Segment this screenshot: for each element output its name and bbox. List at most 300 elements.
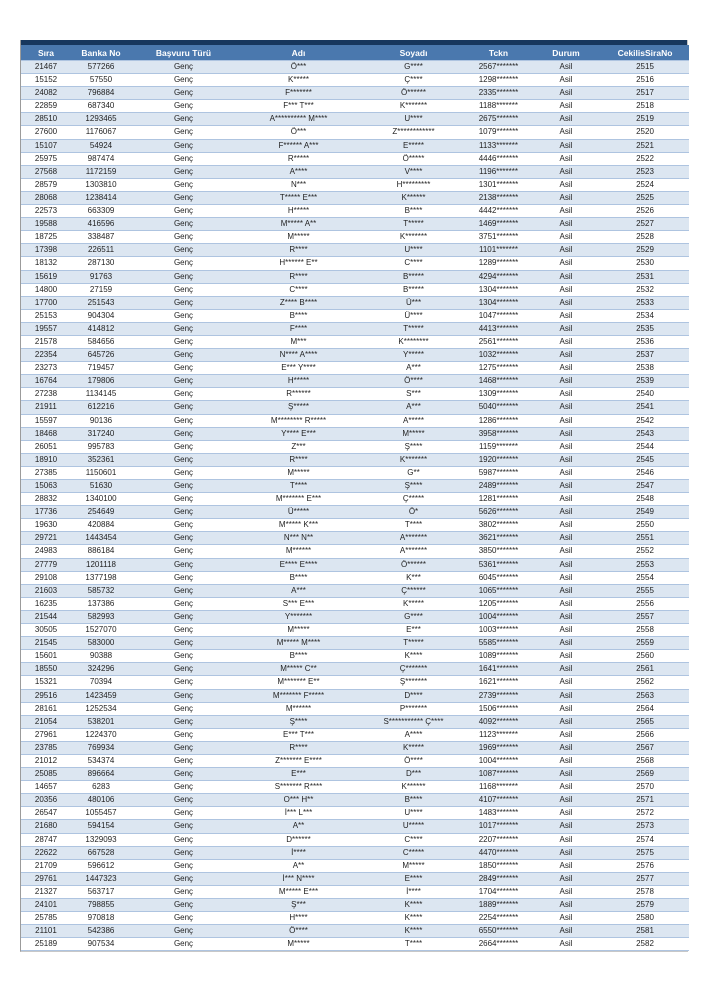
cell-durum: Asil xyxy=(531,925,601,938)
cell-basvuru: Genç xyxy=(131,938,236,951)
cell-sira: 23785 xyxy=(21,741,71,754)
cell-bankano: 1055457 xyxy=(71,807,131,820)
cell-cekilis: 2559 xyxy=(601,637,689,650)
cell-tckn: 3621******* xyxy=(466,532,531,545)
cell-sira: 15321 xyxy=(21,676,71,689)
cell-adi: A**** xyxy=(236,165,361,178)
cell-basvuru: Genç xyxy=(131,859,236,872)
cell-cekilis: 2517 xyxy=(601,87,689,100)
cell-sira: 27779 xyxy=(21,558,71,571)
cell-cekilis: 2518 xyxy=(601,100,689,113)
cell-cekilis: 2541 xyxy=(601,401,689,414)
cell-tckn: 5040******* xyxy=(466,401,531,414)
cell-cekilis: 2538 xyxy=(601,362,689,375)
cell-basvuru: Genç xyxy=(131,519,236,532)
cell-adi: A********** M**** xyxy=(236,113,361,126)
table-row xyxy=(21,427,689,440)
cell-bankano: 1443454 xyxy=(71,532,131,545)
cell-durum: Asil xyxy=(531,100,601,113)
cell-basvuru: Genç xyxy=(131,571,236,584)
cell-basvuru: Genç xyxy=(131,388,236,401)
cell-soyadi: E***** xyxy=(361,139,466,152)
cell-basvuru: Genç xyxy=(131,833,236,846)
cell-soyadi: U**** xyxy=(361,113,466,126)
table-row xyxy=(21,493,689,506)
cell-sira: 21578 xyxy=(21,335,71,348)
cell-cekilis: 2521 xyxy=(601,139,689,152)
cell-sira: 21467 xyxy=(21,61,71,74)
cell-bankano: 1329093 xyxy=(71,833,131,846)
cell-sira: 15619 xyxy=(21,270,71,283)
cell-durum: Asil xyxy=(531,532,601,545)
cell-tckn: 1133******* xyxy=(466,139,531,152)
cell-sira: 21101 xyxy=(21,925,71,938)
cell-durum: Asil xyxy=(531,728,601,741)
cell-bankano: 179806 xyxy=(71,375,131,388)
table-row xyxy=(21,519,689,532)
cell-bankano: 907534 xyxy=(71,938,131,951)
cell-soyadi: Ş**** xyxy=(361,440,466,453)
cell-basvuru: Genç xyxy=(131,532,236,545)
cell-cekilis: 2516 xyxy=(601,74,689,87)
cell-sira: 17398 xyxy=(21,244,71,257)
cell-cekilis: 2577 xyxy=(601,872,689,885)
cell-adi: K***** xyxy=(236,74,361,87)
cell-bankano: 1303810 xyxy=(71,178,131,191)
cell-soyadi: Ü**** xyxy=(361,309,466,322)
cell-tckn: 1004******* xyxy=(466,754,531,767)
cell-cekilis: 2562 xyxy=(601,676,689,689)
cell-bankano: 583000 xyxy=(71,637,131,650)
cell-sira: 15107 xyxy=(21,139,71,152)
cell-durum: Asil xyxy=(531,794,601,807)
cell-durum: Asil xyxy=(531,205,601,218)
cell-basvuru: Genç xyxy=(131,205,236,218)
cell-tckn: 4413******* xyxy=(466,322,531,335)
table-row xyxy=(21,270,689,283)
cell-tckn: 2849******* xyxy=(466,872,531,885)
cell-sira: 29516 xyxy=(21,689,71,702)
cell-sira: 27961 xyxy=(21,728,71,741)
cell-cekilis: 2524 xyxy=(601,178,689,191)
cell-tckn: 5361******* xyxy=(466,558,531,571)
cell-basvuru: Genç xyxy=(131,624,236,637)
cell-soyadi: U**** xyxy=(361,807,466,820)
cell-tckn: 4470******* xyxy=(466,846,531,859)
cell-tckn: 1304******* xyxy=(466,296,531,309)
cell-adi: R***** xyxy=(236,152,361,165)
cell-soyadi: İ**** xyxy=(361,885,466,898)
cell-bankano: 90388 xyxy=(71,650,131,663)
cell-adi: M***** M**** xyxy=(236,637,361,650)
cell-basvuru: Genç xyxy=(131,689,236,702)
cell-bankano: 769934 xyxy=(71,741,131,754)
cell-tckn: 4442******* xyxy=(466,205,531,218)
cell-bankano: 1423459 xyxy=(71,689,131,702)
cell-durum: Asil xyxy=(531,244,601,257)
table-row xyxy=(21,794,689,807)
cell-basvuru: Genç xyxy=(131,702,236,715)
cell-bankano: 324296 xyxy=(71,663,131,676)
cell-tckn: 1003******* xyxy=(466,624,531,637)
cell-bankano: 1176067 xyxy=(71,126,131,139)
cell-basvuru: Genç xyxy=(131,754,236,767)
cell-adi: R**** xyxy=(236,244,361,257)
cell-basvuru: Genç xyxy=(131,113,236,126)
cell-sira: 21544 xyxy=(21,610,71,623)
cell-durum: Asil xyxy=(531,637,601,650)
table-row xyxy=(21,244,689,257)
cell-adi: H****** E** xyxy=(236,257,361,270)
cell-sira: 24983 xyxy=(21,545,71,558)
cell-soyadi: A******* xyxy=(361,532,466,545)
cell-adi: M***** E*** xyxy=(236,885,361,898)
cell-soyadi: Ç**** xyxy=(361,74,466,87)
cell-durum: Asil xyxy=(531,414,601,427)
cell-soyadi: D*** xyxy=(361,768,466,781)
table-row xyxy=(21,362,689,375)
cell-durum: Asil xyxy=(531,87,601,100)
cell-cekilis: 2523 xyxy=(601,165,689,178)
cell-soyadi: E*** xyxy=(361,624,466,637)
table-row xyxy=(21,584,689,597)
cell-adi: Y**** E*** xyxy=(236,427,361,440)
cell-durum: Asil xyxy=(531,768,601,781)
cell-tckn: 2489******* xyxy=(466,480,531,493)
cell-tckn: 1047******* xyxy=(466,309,531,322)
cell-durum: Asil xyxy=(531,519,601,532)
cell-sira: 21680 xyxy=(21,820,71,833)
cell-soyadi: Ç******* xyxy=(361,663,466,676)
cell-bankano: 226511 xyxy=(71,244,131,257)
cell-tckn: 1281******* xyxy=(466,493,531,506)
cell-durum: Asil xyxy=(531,126,601,139)
cell-basvuru: Genç xyxy=(131,545,236,558)
cell-adi: R**** xyxy=(236,741,361,754)
table-row xyxy=(21,637,689,650)
cell-adi: İ**** xyxy=(236,846,361,859)
table-row xyxy=(21,702,689,715)
cell-basvuru: Genç xyxy=(131,741,236,754)
cell-bankano: 970818 xyxy=(71,912,131,925)
cell-bankano: 987474 xyxy=(71,152,131,165)
cell-cekilis: 2568 xyxy=(601,754,689,767)
cell-tckn: 1704******* xyxy=(466,885,531,898)
table-row xyxy=(21,191,689,204)
cell-soyadi: A**** xyxy=(361,728,466,741)
cell-bankano: 1340100 xyxy=(71,493,131,506)
cell-sira: 14800 xyxy=(21,283,71,296)
cell-adi: F******* xyxy=(236,87,361,100)
cell-soyadi: S*********** Ç**** xyxy=(361,715,466,728)
cell-adi: M***** xyxy=(236,624,361,637)
cell-basvuru: Genç xyxy=(131,912,236,925)
column-header-cekilis: CekilisSiraNo xyxy=(601,45,689,61)
cell-basvuru: Genç xyxy=(131,440,236,453)
cell-durum: Asil xyxy=(531,231,601,244)
cell-sira: 29721 xyxy=(21,532,71,545)
table-row xyxy=(21,480,689,493)
cell-durum: Asil xyxy=(531,571,601,584)
cell-basvuru: Genç xyxy=(131,820,236,833)
cell-cekilis: 2547 xyxy=(601,480,689,493)
cell-tckn: 1032******* xyxy=(466,349,531,362)
cell-durum: Asil xyxy=(531,440,601,453)
table-row xyxy=(21,165,689,178)
cell-cekilis: 2526 xyxy=(601,205,689,218)
cell-cekilis: 2560 xyxy=(601,650,689,663)
cell-durum: Asil xyxy=(531,899,601,912)
cell-basvuru: Genç xyxy=(131,126,236,139)
cell-bankano: 1224370 xyxy=(71,728,131,741)
table-row xyxy=(21,466,689,479)
cell-soyadi: E**** xyxy=(361,872,466,885)
cell-durum: Asil xyxy=(531,663,601,676)
cell-cekilis: 2572 xyxy=(601,807,689,820)
table-row xyxy=(21,309,689,322)
table-row xyxy=(21,375,689,388)
cell-bankano: 254649 xyxy=(71,506,131,519)
cell-soyadi: Z************ xyxy=(361,126,466,139)
cell-durum: Asil xyxy=(531,139,601,152)
cell-cekilis: 2555 xyxy=(601,584,689,597)
column-header-durum: Durum xyxy=(531,45,601,61)
cell-tckn: 2335******* xyxy=(466,87,531,100)
cell-bankano: 1201118 xyxy=(71,558,131,571)
cell-durum: Asil xyxy=(531,584,601,597)
table-row xyxy=(21,113,689,126)
cell-durum: Asil xyxy=(531,807,601,820)
cell-cekilis: 2528 xyxy=(601,231,689,244)
cell-soyadi: Ş******* xyxy=(361,676,466,689)
cell-bankano: 594154 xyxy=(71,820,131,833)
cell-cekilis: 2532 xyxy=(601,283,689,296)
cell-basvuru: Genç xyxy=(131,414,236,427)
cell-bankano: 317240 xyxy=(71,427,131,440)
cell-tckn: 2675******* xyxy=(466,113,531,126)
cell-adi: N*** N** xyxy=(236,532,361,545)
cell-cekilis: 2537 xyxy=(601,349,689,362)
cell-cekilis: 2554 xyxy=(601,571,689,584)
cell-adi: B**** xyxy=(236,650,361,663)
cell-tckn: 2561******* xyxy=(466,335,531,348)
cell-adi: Ş**** xyxy=(236,715,361,728)
cell-tckn: 1641******* xyxy=(466,663,531,676)
cell-bankano: 414812 xyxy=(71,322,131,335)
cell-durum: Asil xyxy=(531,165,601,178)
cell-bankano: 251543 xyxy=(71,296,131,309)
cell-tckn: 6045******* xyxy=(466,571,531,584)
table-body xyxy=(21,61,689,951)
cell-adi: H***** xyxy=(236,205,361,218)
cell-soyadi: K**** xyxy=(361,650,466,663)
cell-bankano: 796884 xyxy=(71,87,131,100)
cell-basvuru: Genç xyxy=(131,728,236,741)
cell-adi: Ö*** xyxy=(236,61,361,74)
cell-cekilis: 2529 xyxy=(601,244,689,257)
cell-tckn: 1920******* xyxy=(466,453,531,466)
table-row xyxy=(21,650,689,663)
cell-tckn: 1506******* xyxy=(466,702,531,715)
cell-cekilis: 2534 xyxy=(601,309,689,322)
cell-sira: 25975 xyxy=(21,152,71,165)
cell-sira: 26547 xyxy=(21,807,71,820)
table-row xyxy=(21,205,689,218)
cell-cekilis: 2530 xyxy=(601,257,689,270)
cell-bankano: 663309 xyxy=(71,205,131,218)
cell-soyadi: Ö* xyxy=(361,506,466,519)
table-row xyxy=(21,781,689,794)
cell-cekilis: 2569 xyxy=(601,768,689,781)
table-row xyxy=(21,925,689,938)
cell-bankano: 57550 xyxy=(71,74,131,87)
table-row xyxy=(21,87,689,100)
cell-cekilis: 2581 xyxy=(601,925,689,938)
cell-cekilis: 2539 xyxy=(601,375,689,388)
cell-bankano: 1238414 xyxy=(71,191,131,204)
cell-sira: 15601 xyxy=(21,650,71,663)
table-row xyxy=(21,440,689,453)
cell-durum: Asil xyxy=(531,191,601,204)
table-row xyxy=(21,414,689,427)
cell-basvuru: Genç xyxy=(131,768,236,781)
cell-bankano: 6283 xyxy=(71,781,131,794)
cell-bankano: 584656 xyxy=(71,335,131,348)
cell-sira: 25153 xyxy=(21,309,71,322)
cell-sira: 28068 xyxy=(21,191,71,204)
column-header-tckn: Tckn xyxy=(466,45,531,61)
cell-basvuru: Genç xyxy=(131,506,236,519)
cell-sira: 27385 xyxy=(21,466,71,479)
table-row xyxy=(21,846,689,859)
cell-cekilis: 2557 xyxy=(601,610,689,623)
cell-durum: Asil xyxy=(531,480,601,493)
table-row xyxy=(21,820,689,833)
cell-basvuru: Genç xyxy=(131,178,236,191)
table-row xyxy=(21,689,689,702)
cell-sira: 29108 xyxy=(21,571,71,584)
cell-adi: O*** H** xyxy=(236,794,361,807)
cell-sira: 21709 xyxy=(21,859,71,872)
cell-cekilis: 2550 xyxy=(601,519,689,532)
cell-basvuru: Genç xyxy=(131,794,236,807)
table-row xyxy=(21,807,689,820)
cell-soyadi: A***** xyxy=(361,414,466,427)
cell-soyadi: K***** xyxy=(361,741,466,754)
cell-sira: 22573 xyxy=(21,205,71,218)
cell-adi: M***** xyxy=(236,938,361,951)
cell-bankano: 667528 xyxy=(71,846,131,859)
cell-durum: Asil xyxy=(531,597,601,610)
table-row xyxy=(21,558,689,571)
cell-tckn: 3958******* xyxy=(466,427,531,440)
cell-sira: 28510 xyxy=(21,113,71,126)
table-row xyxy=(21,152,689,165)
table-row xyxy=(21,349,689,362)
cell-tckn: 1286******* xyxy=(466,414,531,427)
cell-durum: Asil xyxy=(531,309,601,322)
cell-adi: E*** xyxy=(236,768,361,781)
cell-bankano: 1172159 xyxy=(71,165,131,178)
table-row xyxy=(21,859,689,872)
cell-bankano: 70394 xyxy=(71,676,131,689)
cell-tckn: 2207******* xyxy=(466,833,531,846)
column-header-soyadi: Soyadı xyxy=(361,45,466,61)
cell-tckn: 1079******* xyxy=(466,126,531,139)
table-row xyxy=(21,126,689,139)
cell-soyadi: A*** xyxy=(361,401,466,414)
cell-soyadi: K***** xyxy=(361,597,466,610)
cell-durum: Asil xyxy=(531,362,601,375)
cell-tckn: 1101******* xyxy=(466,244,531,257)
cell-sira: 20356 xyxy=(21,794,71,807)
cell-cekilis: 2566 xyxy=(601,728,689,741)
cell-basvuru: Genç xyxy=(131,925,236,938)
table-row xyxy=(21,768,689,781)
cell-cekilis: 2545 xyxy=(601,453,689,466)
cell-basvuru: Genç xyxy=(131,899,236,912)
cell-tckn: 1889******* xyxy=(466,899,531,912)
cell-basvuru: Genç xyxy=(131,676,236,689)
cell-tckn: 4092******* xyxy=(466,715,531,728)
cell-adi: Z******* E**** xyxy=(236,754,361,767)
cell-sira: 30505 xyxy=(21,624,71,637)
cell-cekilis: 2540 xyxy=(601,388,689,401)
cell-sira: 18550 xyxy=(21,663,71,676)
cell-sira: 18468 xyxy=(21,427,71,440)
cell-tckn: 2567******* xyxy=(466,61,531,74)
table-row xyxy=(21,610,689,623)
draw-results-table xyxy=(21,45,689,951)
cell-basvuru: Genç xyxy=(131,558,236,571)
table-row xyxy=(21,885,689,898)
cell-bankano: 480106 xyxy=(71,794,131,807)
cell-bankano: 577266 xyxy=(71,61,131,74)
cell-sira: 25785 xyxy=(21,912,71,925)
cell-tckn: 3802******* xyxy=(466,519,531,532)
cell-adi: M***** xyxy=(236,231,361,244)
cell-bankano: 416596 xyxy=(71,218,131,231)
cell-soyadi: K**** xyxy=(361,925,466,938)
cell-tckn: 1298******* xyxy=(466,74,531,87)
cell-sira: 22859 xyxy=(21,100,71,113)
cell-basvuru: Genç xyxy=(131,885,236,898)
cell-sira: 19630 xyxy=(21,519,71,532)
cell-basvuru: Genç xyxy=(131,493,236,506)
cell-durum: Asil xyxy=(531,912,601,925)
cell-durum: Asil xyxy=(531,624,601,637)
cell-sira: 14657 xyxy=(21,781,71,794)
cell-basvuru: Genç xyxy=(131,663,236,676)
cell-cekilis: 2558 xyxy=(601,624,689,637)
cell-tckn: 4446******* xyxy=(466,152,531,165)
cell-soyadi: H********* xyxy=(361,178,466,191)
cell-adi: Ş***** xyxy=(236,401,361,414)
table-row xyxy=(21,296,689,309)
cell-soyadi: K******* xyxy=(361,100,466,113)
cell-cekilis: 2519 xyxy=(601,113,689,126)
cell-cekilis: 2552 xyxy=(601,545,689,558)
cell-adi: Z*** xyxy=(236,440,361,453)
cell-adi: F****** A*** xyxy=(236,139,361,152)
cell-adi: M******* F***** xyxy=(236,689,361,702)
cell-cekilis: 2525 xyxy=(601,191,689,204)
cell-soyadi: B***** xyxy=(361,270,466,283)
cell-bankano: 896664 xyxy=(71,768,131,781)
table-row xyxy=(21,61,689,74)
cell-tckn: 1065******* xyxy=(466,584,531,597)
cell-tckn: 4294******* xyxy=(466,270,531,283)
